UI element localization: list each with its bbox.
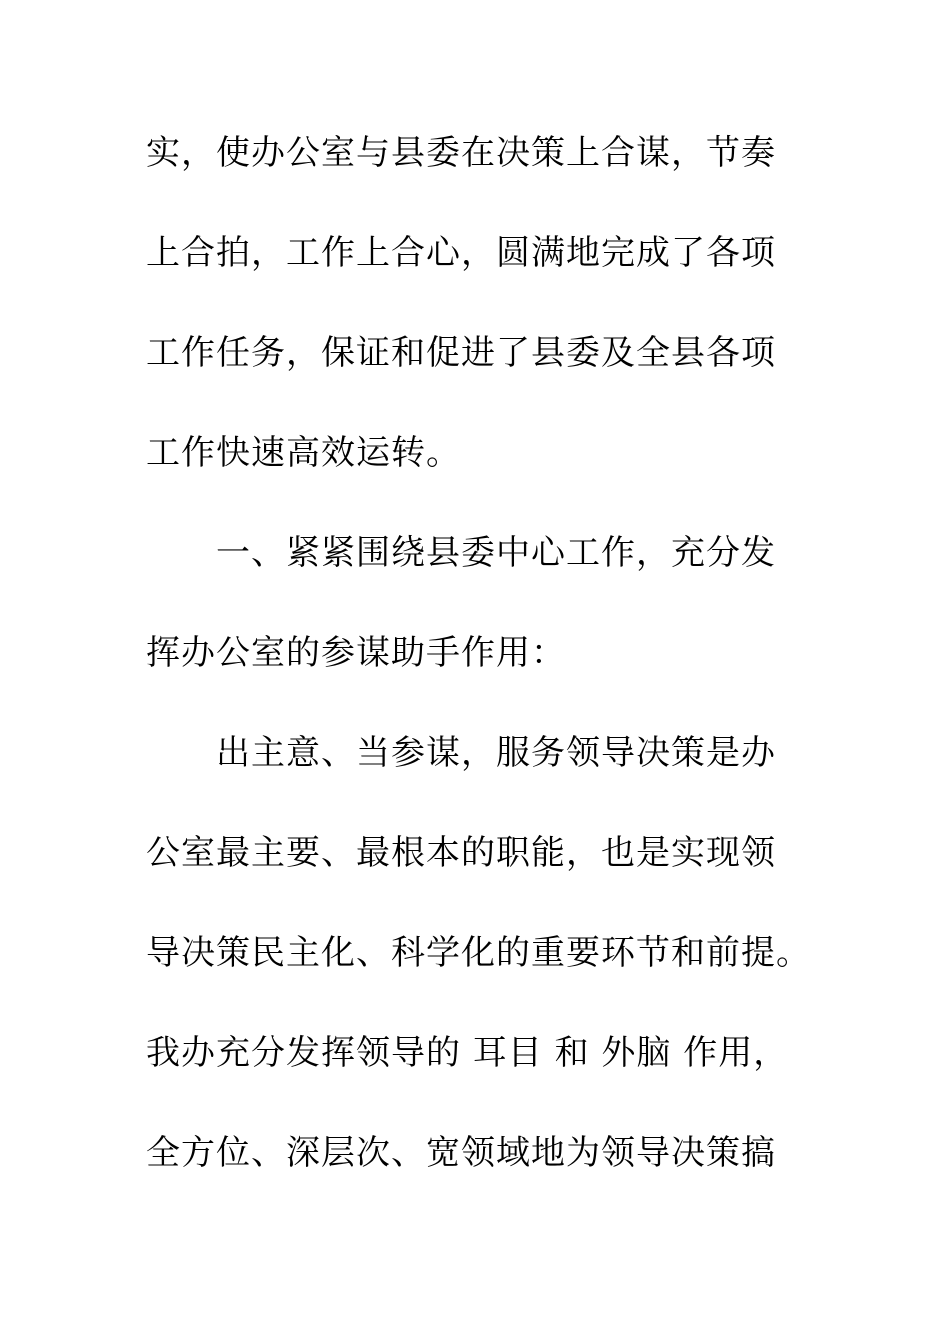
section-heading-line-1: 一、紧紧围绕县委中心工作，充分发 [216, 533, 776, 573]
text-line-1: 实，使办公室与县委在决策上合谋，节奏 [146, 133, 776, 173]
section-heading-line-2: 挥办公室的参谋助手作用： [146, 633, 566, 673]
paragraph-line-3: 导决策民主化、科学化的重要环节和前提。 [146, 933, 811, 973]
text-line-3: 工作任务，保证和促进了县委及全县各项 [146, 333, 776, 373]
text-line-2: 上合拍，工作上合心，圆满地完成了各项 [146, 233, 776, 273]
paragraph-line-2: 公室最主要、最根本的职能，也是实现领 [146, 833, 776, 873]
paragraph-line-1: 出主意、当参谋，服务领导决策是办 [216, 733, 776, 773]
paragraph-line-4: 我办充分发挥领导的 耳目 和 外脑 作用， [146, 1033, 789, 1073]
text-line-4: 工作快速高效运转。 [146, 433, 461, 473]
paragraph-line-5: 全方位、深层次、宽领域地为领导决策搞 [146, 1133, 776, 1173]
